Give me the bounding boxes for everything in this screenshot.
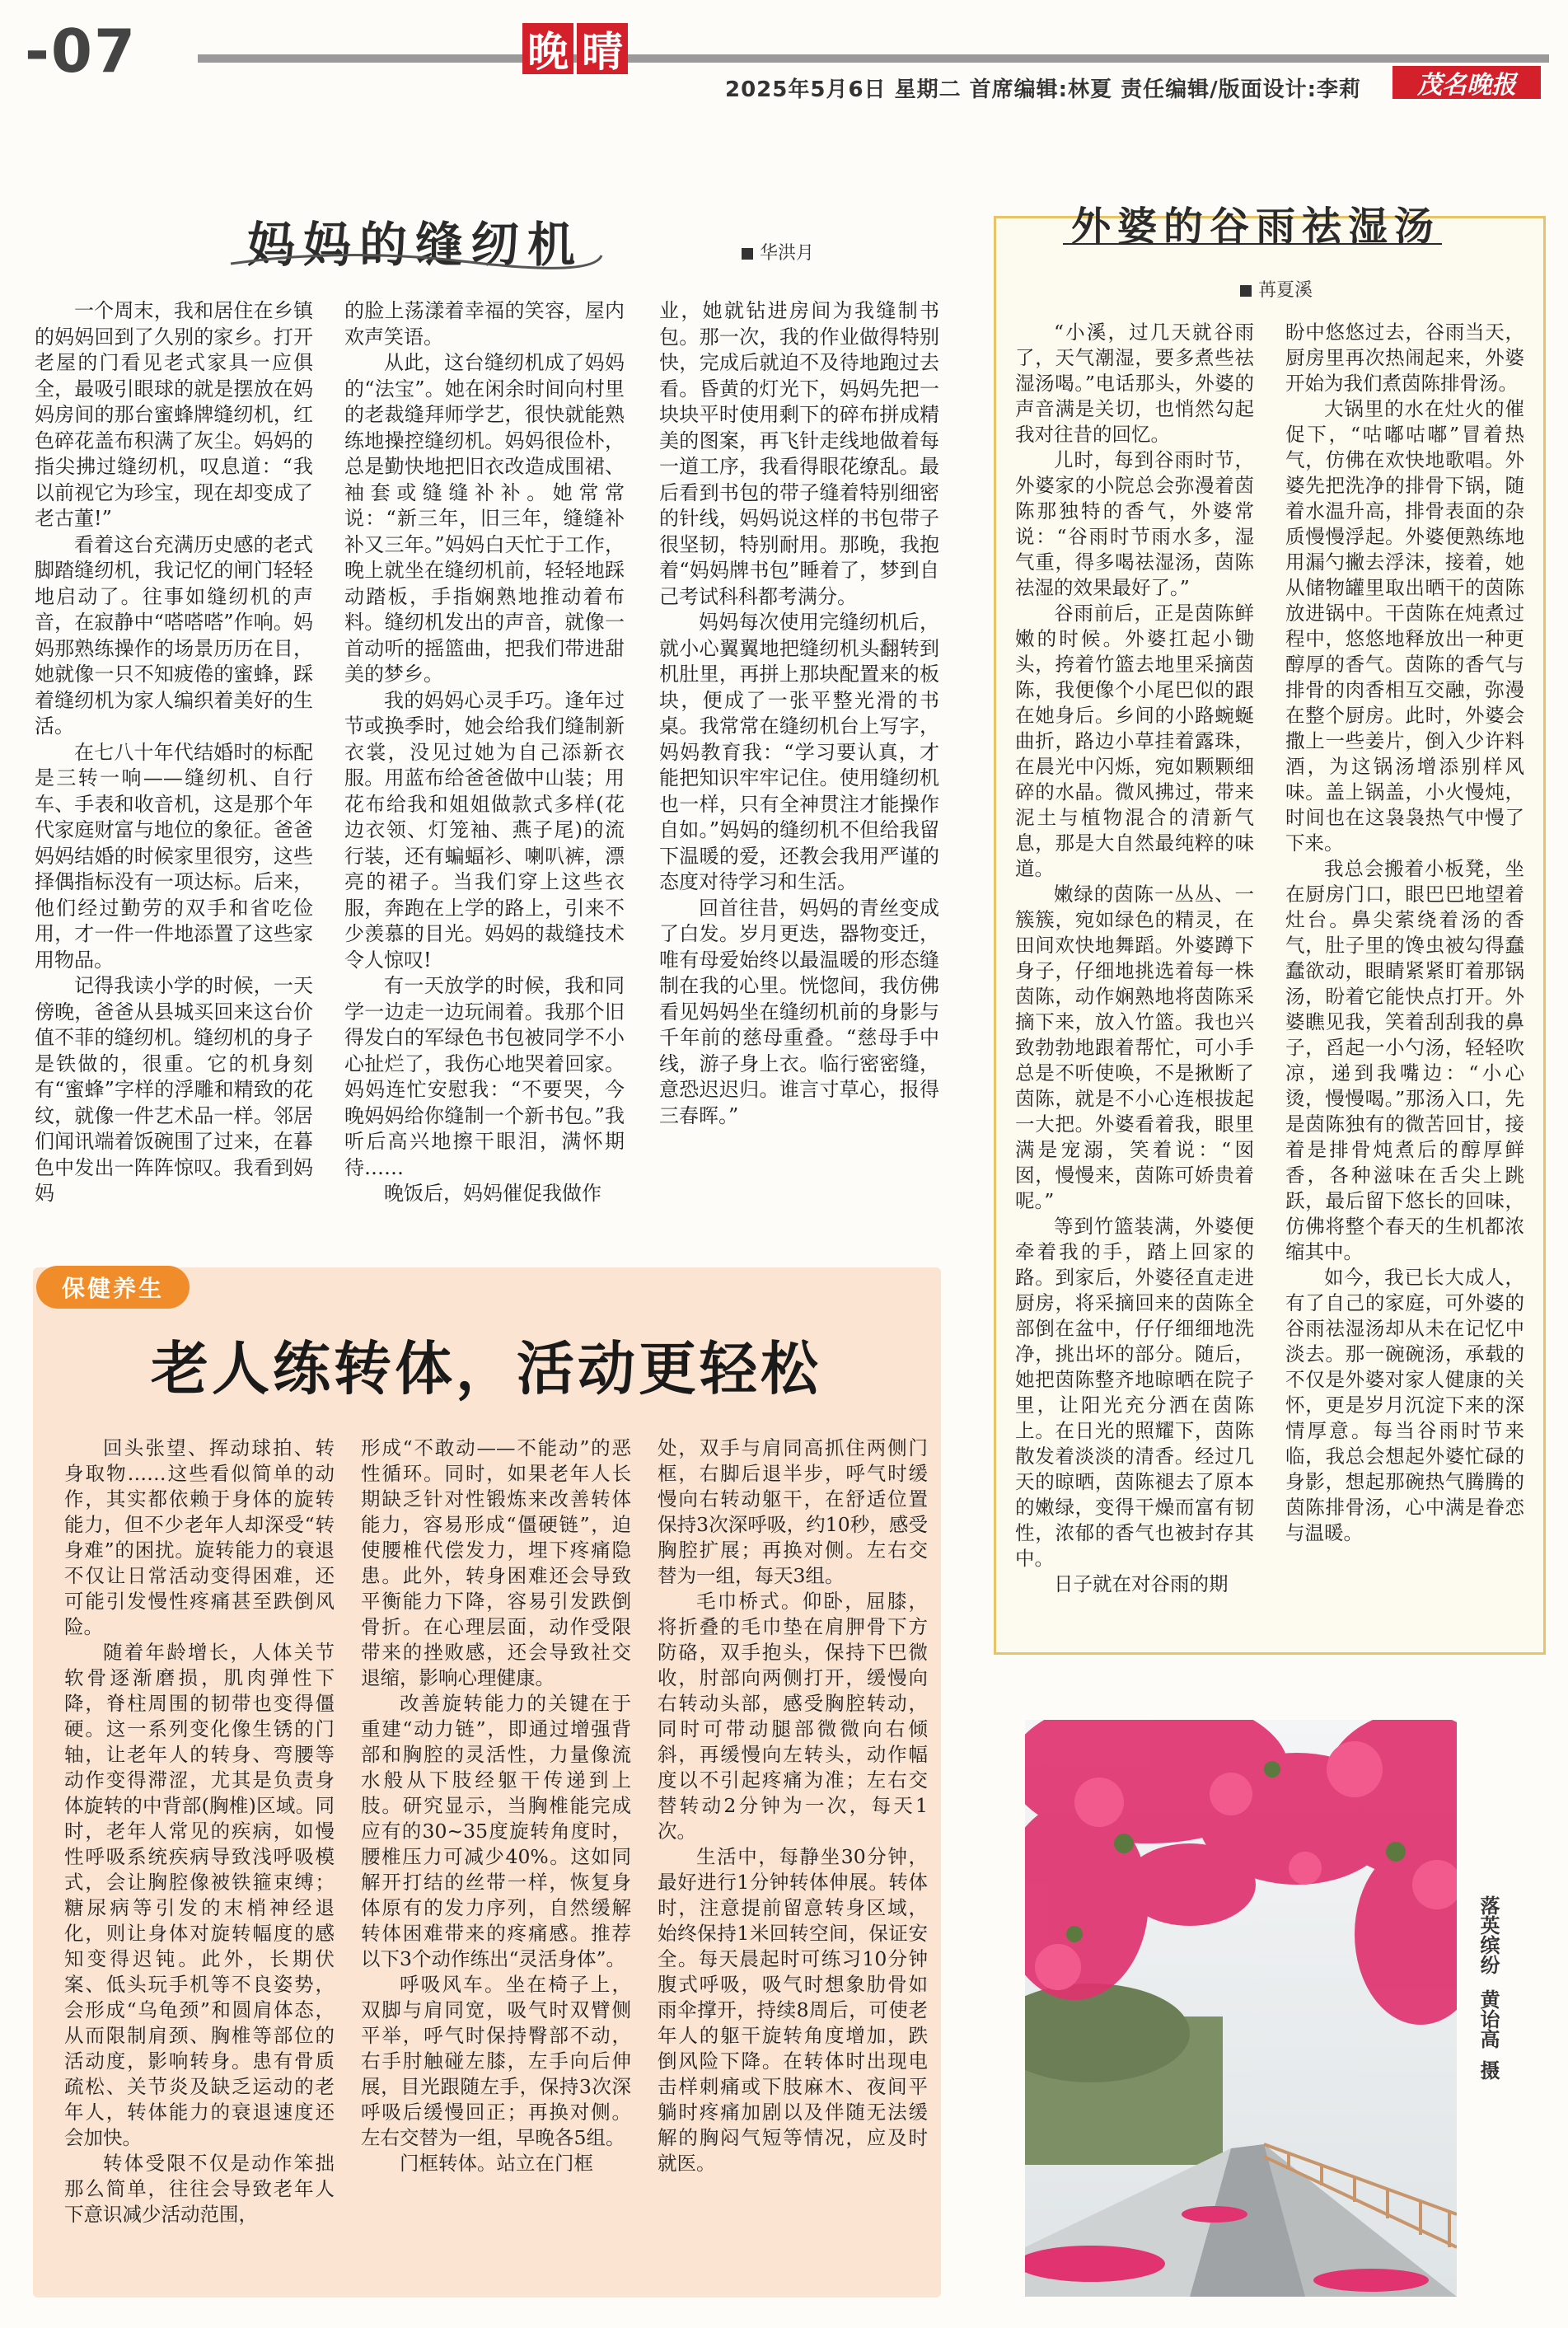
article1-column-1 [35,298,313,1207]
paragraph: 嫩绿的茵陈一丛丛、一簇簇，宛如绿色的精灵，在田间欢快地舞蹈。外婆蹲下身子，仔细地挑选着每一株茵陈，动作娴熟地将茵陈采摘下来，放入竹篮。我也兴致勃勃地跟着帮忙，可小手总是不听使唤，不是揪断了茵陈，就是不小心连根拔起一大把。外婆看着我，眼里满是宠溺，笑着说：“囡囡，慢慢来，茵陈可娇贵着呢。” [1015,883,1254,1212]
paragraph: 呼吸风车。坐在椅子上，双脚与肩同宽，吸气时双臂侧平举，呼气时保持臀部不动，右手肘触碰左膝，左手向后伸展，目光跟随左手，保持3次深呼吸后缓慢回正；再换对侧。左右交替为一组，早晚各5组。 [361,1973,631,2149]
paragraph: 毛巾桥式。仰卧，屈膝，将折叠的毛巾垫在肩胛骨下方防硌，双手抱头，保持下巴微收，肘部向两侧打开，缓慢向右转动头部，感受胸腔转动，同时可带动腿部微微向右倾斜，再缓慢向左转头，动作幅度以不引起疼痛为准；左右交替转动2分钟为一次，每天1次。 [658,1590,928,1843]
paragraph: 如今，我已长大成人，有了自己的家庭，可外婆的谷雨祛湿汤却从未在记忆中淡去。那一碗碗汤，承载的不仅是外婆对家人健康的关怀，更是岁月沉淀下来的深情厚意。每当谷雨时节来临，我总会想起外婆忙碌的身影，想起那碗热气腾腾的茵陈排骨汤，心中满是眷恋与温暖。 [1285,1266,1524,1544]
paragraph: 谷雨前后，正是茵陈鲜嫩的时候。外婆扛起小锄头，挎着竹篮去地里采摘茵陈，我便像个小尾巴似的跟在她身后。乡间的小路蜿蜒曲折，路边小草挂着露珠，在晨光中闪烁，宛如颗颗细碎的水晶。微风拂过，带来泥土与植物混合的清新气息，那是大自然最纯粹的味道。 [1015,602,1254,880]
date-line: 2025年5月6日 星期二 首席编辑:林夏 责任编辑/版面设计:李莉 [725,77,1361,102]
article2-column-2 [1285,320,1524,1546]
paragraph: 随着年龄增长，人体关节软骨逐渐磨损，肌肉弹性下降，脊柱周围的韧带也变得僵硬。这一系列变化像生锈的门轴，让老年人的转身、弯腰等动作变得滞涩，尤其是负责身体旋转的中背部(胸椎)区域。同时，老年人常见的疾病，如慢性呼吸系统疾病导致浅呼吸模式，会让胸腔像被铁箍束缚；糖尿病等引发的末梢神经退化，则让身体对旋转幅度的感知变得迟钝。此外，长期伏案、低头玩手机等不良姿势，会形成“乌龟颈”和圆肩体态，从而限制肩颈、胸椎等部位的活动度，影响转身。患有骨质疏松、关节炎及缺乏运动的老年人，转体能力的衰退速度还会加快。 [64,1641,335,2149]
article3-column-2 [361,1436,631,2176]
photo-caption [1472,1895,1505,2080]
photo-illustration [1025,1720,1457,2297]
paragraph: 一个周末，我和居住在乡镇的妈妈回到了久别的家乡。打开老屋的门看见老式家具一应俱全，最吸引眼球的就是摆放在妈妈房间的那台蜜蜂牌缝纫机，红色碎花盖布积满了灰尘。妈妈的指尖拂过缝纫机，叹息道：“我以前视它为珍宝，现在却变成了老古董!” [35,299,313,530]
article2-title: 外婆的谷雨祛湿汤 [1071,204,1441,250]
paragraph: 记得我读小学的时候，一天傍晚，爸爸从县城买回来这台价值不菲的缝纫机。缝纫机的身子是铁做的，很重。它的机身刻有“蜜蜂”字样的浮雕和精致的花纹，就像一件艺术品一样。邻居们闻讯端着饭碗围了过来，在暮色中发出一阵阵惊叹。我看到妈妈 [35,974,313,1205]
paragraph: 处，双手与肩同高抓住两侧门框，右脚后退半步，呼气时缓慢向右转动躯干，在舒适位置保持3次深呼吸，约10秒，感受胸腔扩展；再换对侧。左右交替为一组，每天3组。 [658,1436,928,1587]
paragraph: 业，她就钻进房间为我缝制书包。那一次，我的作业做得特别快，完成后就迫不及待地跑过去看。昏黄的灯光下，妈妈先把一块块平时使用剩下的碎布拼成精美的图案，再飞针走线地做着每一道工序，我看得眼花缭乱。最后看到书包的带子缝着特别细密的针线，妈妈说这样的书包带子很坚韧，特别耐用。那晚，我抱着“妈妈牌书包”睡着了，梦到自己考试科科都考满分。 [659,299,939,608]
paragraph: 的脸上荡漾着幸福的笑容，屋内欢声笑语。 [344,299,625,349]
paragraph: 日子就在对谷雨的期 [1054,1572,1229,1595]
paragraph: 从此，这台缝纫机成了妈妈的“法宝”。她在闲余时间向村里的老裁缝拜师学艺，很快就能熟练地操控缝纫机。妈妈很俭朴，总是勤快地把旧衣改造成围裙、袖套或缝缝补补。她常常说：“新三年，旧三年，缝缝补补又三年。”妈妈白天忙于工作，晚上就坐在缝纫机前，轻轻地踩动踏板，手指娴熟地推动着布料。缝纫机发出的声音，就像一首动听的摇篮曲，把我们带进甜美的梦乡。 [344,351,625,686]
section-tag: 保健养生 [36,1266,190,1309]
paragraph: 儿时，每到谷雨时节，外婆家的小院总会弥漫着茵陈那独特的香气，外婆常说：“谷雨时节雨水多，湿气重，得多喝祛湿汤，茵陈祛湿的效果最好了。” [1015,448,1254,599]
page-number: -07 [25,16,138,86]
header-rule [198,54,1549,63]
article3-column-1 [64,1436,335,2227]
paragraph: 我总会搬着小板凳，坐在厨房门口，眼巴巴地望着灶台。鼻尖萦绕着汤的香气，肚子里的馋虫被勾得蠢蠢欲动，眼睛紧紧盯着那锅汤，盼着它能快点打开。外婆瞧见我，笑着刮刮我的鼻子，舀起一小勺汤，轻轻吹凉，递到我嘴边：“小心烫，慢慢喝。”那汤入口，先是茵陈独有的微苦回甘，接着是排骨炖煮后的醇厚鲜香，各种滋味在舌尖上跳跃，最后留下悠长的回味，仿佛将整个春天的生机都浓缩其中。 [1285,857,1524,1263]
article1-column-3 [659,298,939,1129]
article3-column-3 [658,1436,928,2176]
paragraph: 有一天放学的时候，我和同学一边走一边玩闹着。我那个旧得发白的军绿色书包被同学不小心扯烂了，我伤心地哭着回家。妈妈连忙安慰我：“不要哭，今晚妈妈给你缝制一个新书包。”我听后高兴地擦干眼泪，满怀期待…… [344,974,625,1179]
title-underline-decoration [1063,236,1450,252]
article1-byline: 华洪月 [742,239,814,265]
paper-logo: 茂名晚报 [1392,66,1541,99]
credit-suffix: 摄 [1477,2060,1500,2080]
paragraph: 生活中，每静坐30分钟，最好进行1分钟转体伸展。转体时，注意提前留意转身区域，始终保持1米回转空间，保证安全。每天晨起时可练习10分钟腹式呼吸，吸气时想象肋骨如雨伞撑开，持续8周后，可使老年人的躯干旋转角度增加，跌倒风险下降。在转体时出现电击样刺痛或下肢麻木、夜间平躺时疼痛加剧以及伴随无法缓解的胸闷气短等情况，应及时就医。 [658,1845,928,2175]
byline-square-icon [1240,285,1252,297]
paragraph: 晚饭后，妈妈催促我做作 [384,1182,601,1205]
article1-title: 妈妈的缝纫机 [247,217,584,273]
paragraph: 看着这台充满历史感的老式脚踏缝纫机，我记忆的闸门轻轻地启动了。往事如缝纫机的声音，在寂静中“嗒嗒嗒”作响。妈妈那熟练操作的场景历历在目，她就像一只不知疲倦的蜜蜂，踩着缝纫机为家人编织着美好的生活。 [35,532,313,738]
article2-column-1 [1015,320,1254,1597]
section-char-1: 晚 [522,23,573,74]
paragraph: 门框转体。站立在门框 [400,2152,593,2175]
caption-text: 落英缤纷 [1477,1895,1500,1974]
article1-column-2 [344,298,625,1207]
section-char-2: 晴 [577,23,628,74]
paragraph: 改善旋转能力的关键在于重建“动力链”，即通过增强背部和胸腔的灵活性，力量像流水般从下肢经躯干传递到上肢。研究显示，当胸椎能完成应有的30~35度旋转角度时，腰椎压力可减少40%。这如同解开打结的丝带一样，恢复身体原有的发力序列，自然缓解转体困难带来的疼痛感。推荐以下3个动作练出“灵活身体”。 [361,1692,631,1970]
paragraph: “小溪，过几天就谷雨了，天气潮湿，要多煮些祛湿汤喝。”电话那头，外婆的声音满是关切，也悄然勾起我对往昔的回忆。 [1015,321,1254,446]
byline-square-icon [742,248,753,260]
article2-byline: 苒夏溪 [1240,276,1313,302]
bougainvillea-walkway-photo [1025,1720,1457,2297]
paragraph: 回头张望、挥动球拍、转身取物……这些看似简单的动作，其实都依赖于身体的旋转能力，但不少老年人却深受“转身难”的困扰。旋转能力的衰退不仅让日常活动变得困难，还可能引发慢性疼痛甚至跌倒风险。 [64,1436,335,1638]
paragraph: 在七八十年代结婚时的标配是三转一响——缝纫机、自行车、手表和收音机，这是那个年代家庭财富与地位的象征。爸爸妈妈结婚的时候家里很穷，这些择偶指标没有一项达标。后来，他们经过勤劳的双手和省吃俭用，才一件一件地添置了这些家用物品。 [35,740,313,972]
title-underline-decoration [222,198,610,272]
article3-title: 老人练转体，活动更轻松 [151,1335,821,1403]
credit-text: 黄诒高 [1477,1989,1500,2049]
paragraph: 等到竹篮装满，外婆便牵着我的手，踏上回家的路。到家后，外婆径直走进厨房，将采摘回来的茵陈全部倒在盆中，仔仔细细地洗净，挑出坏的部分。随后，她把茵陈整齐地晾晒在院子里，让阳光充分洒在茵陈上。在日光的照耀下，茵陈散发着淡淡的清香。经过几天的晾晒，茵陈褪去了原本的嫩绿，变得干燥而富有韧性，浓郁的香气也被封存其中。 [1015,1215,1254,1570]
paragraph: 转体受限不仅是动作笨拙那么简单，往往会导致老年人下意识减少活动范围， [64,2152,335,2226]
paragraph: 妈妈每次使用完缝纫机后，就小心翼翼地把缝纫机头翻转到机肚里，再拼上那块配置来的板块，便成了一张平整光滑的书桌。我常常在缝纫机台上写字，妈妈教育我：“学习要认真，才能把知识牢牢记住。使用缝纫机也一样，只有全神贯注才能操作自如。”妈妈的缝纫机不但给我留下温暖的爱，还教会我用严谨的态度对待学习和生活。 [659,611,939,893]
paragraph: 大锅里的水在灶火的催促下，“咕嘟咕嘟”冒着热气，仿佛在欢快地歌唱。外婆先把洗净的排骨下锅，随着水温升高，排骨表面的杂质慢慢浮起。外婆便熟练地用漏勺撇去浮沫，接着，她从储物罐里取出晒干的茵陈放进锅中。干茵陈在炖煮过程中，悠悠地释放出一种更醇厚的香气。茵陈的香气与排骨的肉香相互交融，弥漫在整个厨房。此时，外婆会撒上一些姜片，倒入少许料酒，为这锅汤增添别样风味。盖上锅盖，小火慢炖，时间也在这袅袅热气中慢了下来。 [1285,397,1524,855]
paragraph: 盼中悠悠过去，谷雨当天，厨房里再次热闹起来，外婆开始为我们煮茵陈排骨汤。 [1285,321,1524,395]
paragraph: 回首往昔，妈妈的青丝变成了白发。岁月更迭，器物变迁，唯有母爱始终以最温暖的形态缝制在我的心里。恍惚间，我仿佛看见妈妈坐在缝纫机前的身影与千年前的慈母重叠。“慈母手中线，游子身上衣。临行密密缝，意恐迟迟归。谁言寸草心，报得三春晖。” [659,896,939,1127]
paragraph: 形成“不敢动——不能动”的恶性循环。同时，如果老年人长期缺乏针对性锻炼来改善转体能力，容易形成“僵硬链”，迫使腰椎代偿发力，埋下疼痛隐患。此外，转身困难还会导致平衡能力下降，容易引发跌倒骨折。在心理层面，动作受限带来的挫败感，还会导致社交退缩，影响心理健康。 [361,1436,631,1689]
paragraph: 我的妈妈心灵手巧。逢年过节或换季时，她会给我们缝制新衣裳，没见过她为自己添新衣服。用蓝布给爸爸做中山装；用花布给我和姐姐做款式多样(花边衣领、灯笼袖、燕子尾)的流行装，还有蝙蝠衫、喇叭裤，漂亮的裙子。当我们穿上这些衣服，奔跑在上学的路上，引来不少羡慕的目光。妈妈的裁缝技术令人惊叹! [344,688,625,972]
